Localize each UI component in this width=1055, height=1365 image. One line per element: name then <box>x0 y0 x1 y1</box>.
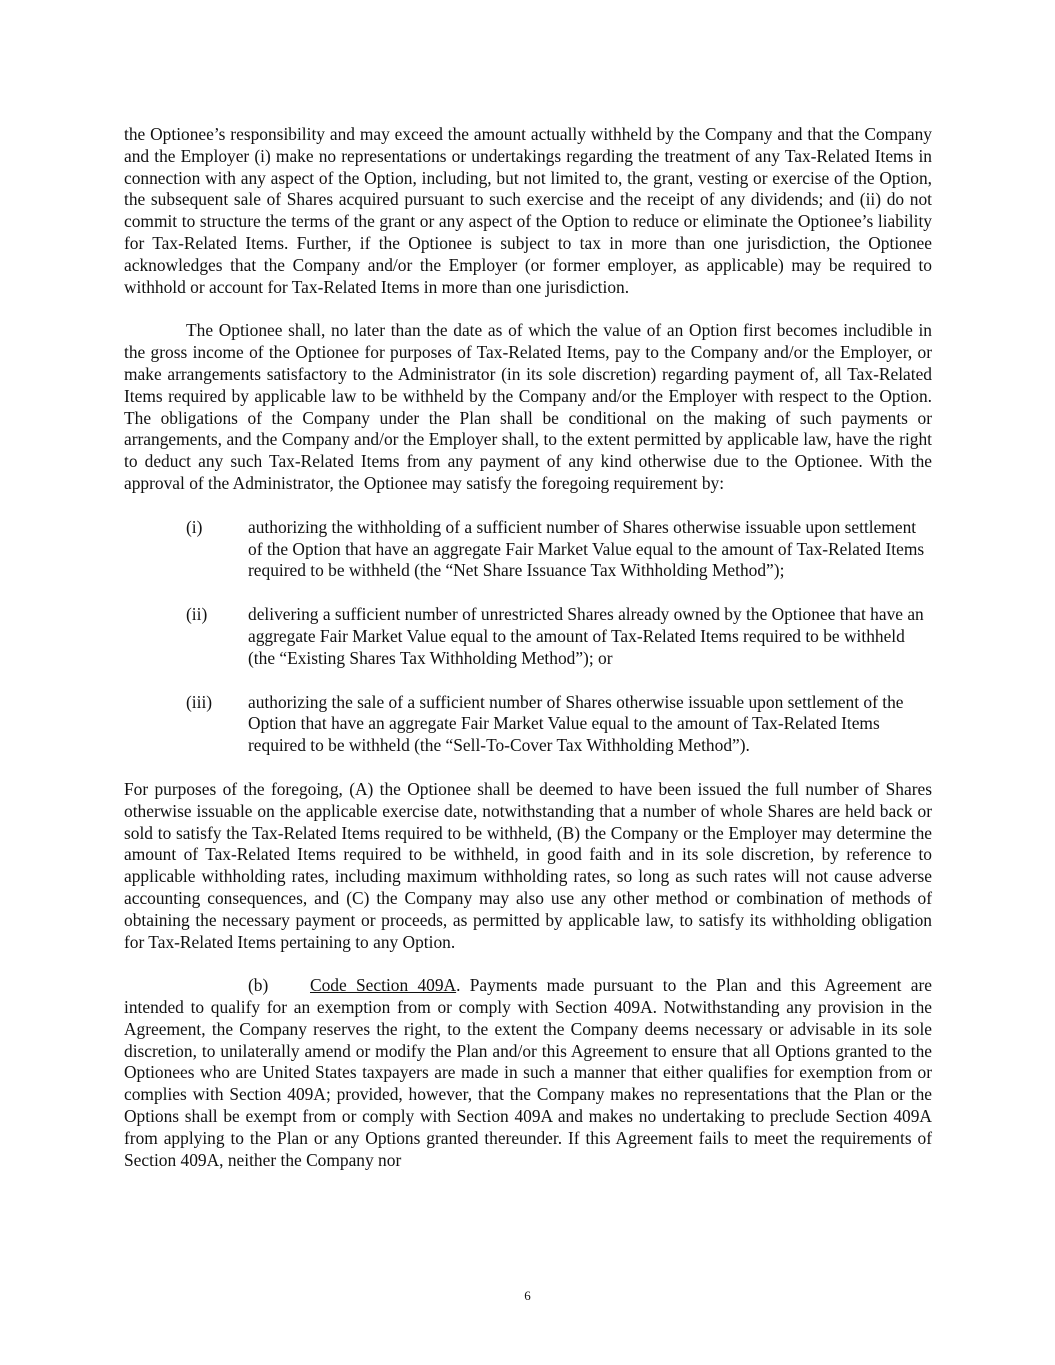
section-heading: Code Section 409A <box>310 975 457 996</box>
list-item-text: authorizing the withholding of a sufficient number of Shares otherwise issuable upon settlement of the Option that have an aggregate Fair Market Value equal to the amount of Tax-Related Items required to be withheld (the “Net Share Issuance Tax Withholding Method”); <box>248 516 925 581</box>
list-item <box>186 692 932 757</box>
list-item <box>186 604 932 669</box>
paragraph-gap <box>124 582 932 604</box>
list-item-number: (i) <box>186 516 203 537</box>
paragraph-withholding-obligation: The Optionee shall, no later than the date as of which the value of an Option first becomes includible in the gross income of the Optionee for purposes of Tax-Related Items, pay to the Company and/or the Employer, or make arrangements satisfactory to the Administrator (in its sole discretion) regarding payment of, all Tax-Related Items required by applicable law to be withheld by the Company and/or the Employer with respect to the Option. The obligations of the Company under the Plan shall be conditional on the making of such payments or arrangements, and the Company and/or the Employer shall, to the extent permitted by applicable law, have the right to deduct any such Tax-Related Items from any payment of any kind otherwise due to the Optionee. With the approval of the Administrator, the Optionee may satisfy the foregoing requirement by: <box>124 320 932 493</box>
list-item-text: authorizing the sale of a sufficient number of Shares otherwise issuable upon settlement of the Option that have an aggregate Fair Market Value equal to the amount of Tax-Related Items required to be withheld (the “Sell-To-Cover Tax Withholding Method”). <box>248 691 904 756</box>
list-item-text: delivering a sufficient number of unrestricted Shares already owned by the Optionee that have an aggregate Fair Market Value equal to the amount of Tax-Related Items required to be withheld (the “Existing Shares Tax Withholding Method”); or <box>248 604 924 668</box>
paragraph-gap <box>124 670 932 692</box>
list-item-number: (iii) <box>186 691 213 712</box>
section-body: . Payments made pursuant to the Plan and this Agreement are intended to qualify for an exemption from or comply with Section 409A. Notwithstanding any provision in the Agreement, the Company reserves the right, to the extent the Company deems necessary or advisable in its sole discretion, to unilaterally amend or modify the Plan and/or this Agreement to ensure that all Options granted to the Optionees who are United States taxpayers are made in such a manner that either qualifies for exemption from or complies with Section 409A; provided, however, that the Company makes no representations that the Plan or the Options shall be exempt from or comply with Section 409A and makes no undertaking to preclude Section 409A from applying to the Plan or any Options granted thereunder. If this Agreement fails to meet the requirements of Section 409A, neither the Company nor <box>124 975 933 1170</box>
paragraph-gap <box>124 495 932 517</box>
paragraph-gap <box>124 298 932 320</box>
section-label: (b) <box>248 975 269 996</box>
page-number: 6 <box>524 1288 531 1303</box>
list-item <box>186 517 932 582</box>
list-item-number: (ii) <box>186 604 208 625</box>
paragraph-foregoing-purposes: For purposes of the foregoing, (A) the Optionee shall be deemed to have been issued the full number of Shares otherwise issuable on the applicable exercise date, notwithstanding that a number of whole Shares are held back or sold to satisfy the Tax-Related Items required to be withheld, (B) the Company or the Employer may determine the amount of Tax-Related Items required to be withheld, in good faith and in its sole discretion, by reference to applicable withholding rates, including maximum withholding rates, so long as such rates will not cause adverse accounting consequences, and (C) the Company may also use any other method or combination of methods of obtaining the necessary payment or proceeds, as permitted by applicable law, to satisfy its withholding obligation for Tax-Related Items pertaining to any Option. <box>124 778 932 952</box>
document-page <box>124 124 932 1171</box>
paragraph-tax-responsibility: the Optionee’s responsibility and may exceed the amount actually withheld by the Company and that the Company and the Employer (i) make no representations or undertakings regarding the treatment of any Tax-Related Items in connection with any aspect of the Option, including, but not limited to, the grant, vesting or exercise of the Option, the subsequent sale of Shares acquired pursuant to such exercise and the receipt of any dividends; and (ii) do not commit to structure the terms of the grant or any aspect of the Option to reduce or eliminate the Optionee’s liability for Tax-Related Items. Further, if the Optionee is subject to tax in more than one jurisdiction, the Optionee acknowledges that the Company and/or the Employer (or former employer, as applicable) may be required to withhold or account for Tax-Related Items in more than one jurisdiction. <box>124 124 932 297</box>
paragraph-gap <box>124 953 932 975</box>
paragraph-gap <box>124 757 932 779</box>
paragraph-section-409a <box>124 975 932 1171</box>
